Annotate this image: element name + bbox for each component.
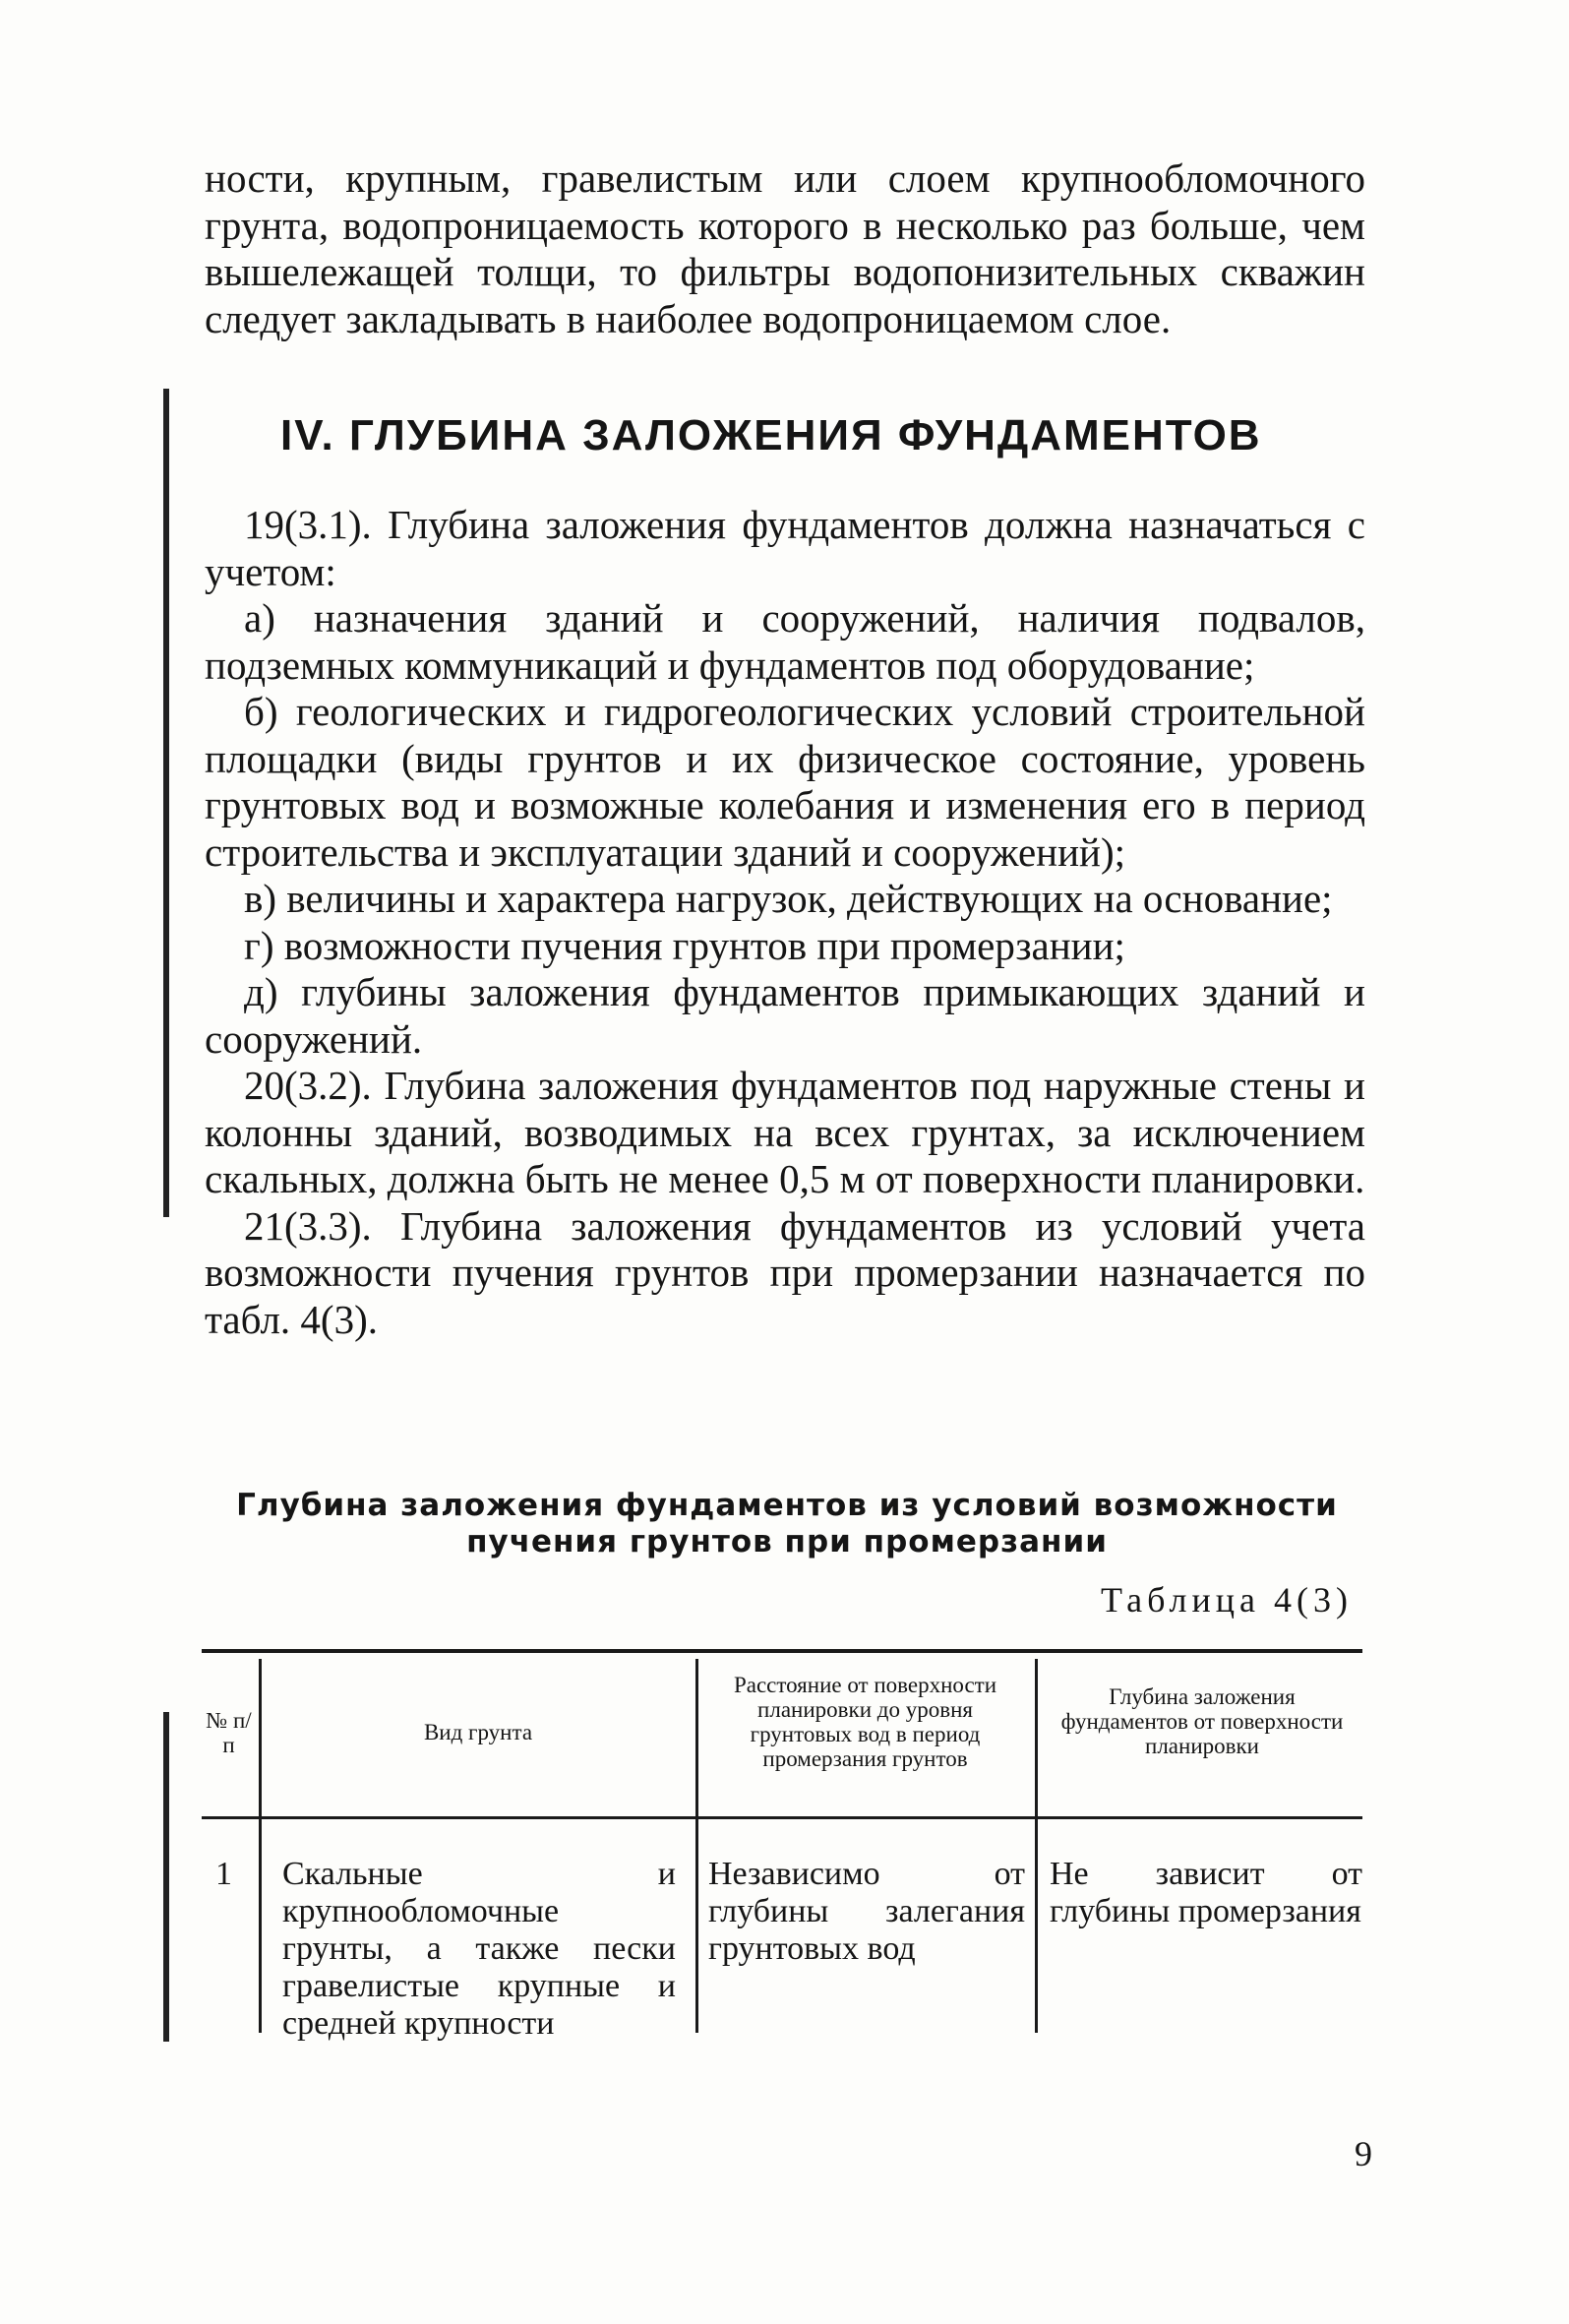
table-col-divider [695,1659,698,2033]
section-heading: IV. ГЛУБИНА ЗАЛОЖЕНИЯ ФУНДАМЕНТОВ [280,411,1262,459]
item-g: г) возможности пучения грунтов при промерзании; [244,922,1125,968]
intro-paragraph: ности, крупным, гравелистым или слоем крупнообломочного грунта, водопроницаемость которого в несколько раз больше, чем вышележащей толщи, то фильтры водопонизительных скважин следует закладывать в наиболее водопроницаемом слое. [205,155,1365,341]
header-num: № п/п [206,1708,252,1757]
row1-soil: Скальные и крупнообломочные грунты, а также пески гравелистые крупные и средней крупности [282,1856,676,2042]
table-col-divider [259,1659,262,2033]
table-title-line2: пучения грунтов при промерзании [466,1524,1108,1560]
header-distance: Расстояние от поверхности планировки до уровня грунтовых вод в период промерзания грунтов [733,1673,997,1771]
paragraph-20: 20(3.2). Глубина заложения фундаментов под наружные стены и колонны зданий, возводимых на всех грунтах, за исключением скальных, должна быть не менее 0,5 м от поверхности планировки. [205,1063,1365,1201]
page-number: 9 [1355,2134,1372,2173]
margin-change-bar [163,1205,169,1217]
margin-change-bar [163,1712,169,2042]
paragraph-21: 21(3.3). Глубина заложения фундаментов из условий учета возможности пучения грунтов при промерзании назначается по табл. 4(3). [205,1202,1365,1342]
item-d: д) глубины заложения фундаментов примыкающих зданий и сооружений. [205,969,1365,1062]
intro-block [205,155,1365,342]
paragraph-19: 19(3.1). Глубина заложения фундаментов должна назначаться с учетом: [205,502,1365,594]
row1-num: 1 [215,1856,232,1892]
item-b: б) геологических и гидрогеологических условий строительной площадки (виды грунтов и их физическое состояние, уровень грунтовых вод и возможные колебания и изменения его в период строительства и эксплуатации зданий и сооружений); [205,689,1365,875]
item-v: в) величины и характера нагрузок, действующих на основание; [244,876,1333,921]
header-soil: Вид грунта [423,1720,533,1744]
table-title [197,1488,1377,1560]
table-4-3 [202,1649,1362,2042]
table-header-rule [202,1816,1362,1819]
table-title-line1: Глубина заложения фундаментов из условий возможности [236,1488,1338,1523]
table-top-rule [202,1649,1362,1653]
margin-change-bar [163,389,169,1205]
table-col-divider [1035,1659,1038,2033]
header-depth: Глубина заложения фундаментов от поверхности планировки [1060,1684,1344,1758]
row1-distance: Независимо от глубины залегания грунтовых вод [708,1856,1025,1967]
body-block [205,502,1365,1343]
table-label: Таблица 4(3) [1101,1580,1353,1620]
item-a: а) назначения зданий и сооружений, наличия подвалов, подземных коммуникаций и фундаментов под оборудование; [205,595,1365,688]
row1-depth: Не зависит от глубины промерзания [1050,1856,1362,1929]
